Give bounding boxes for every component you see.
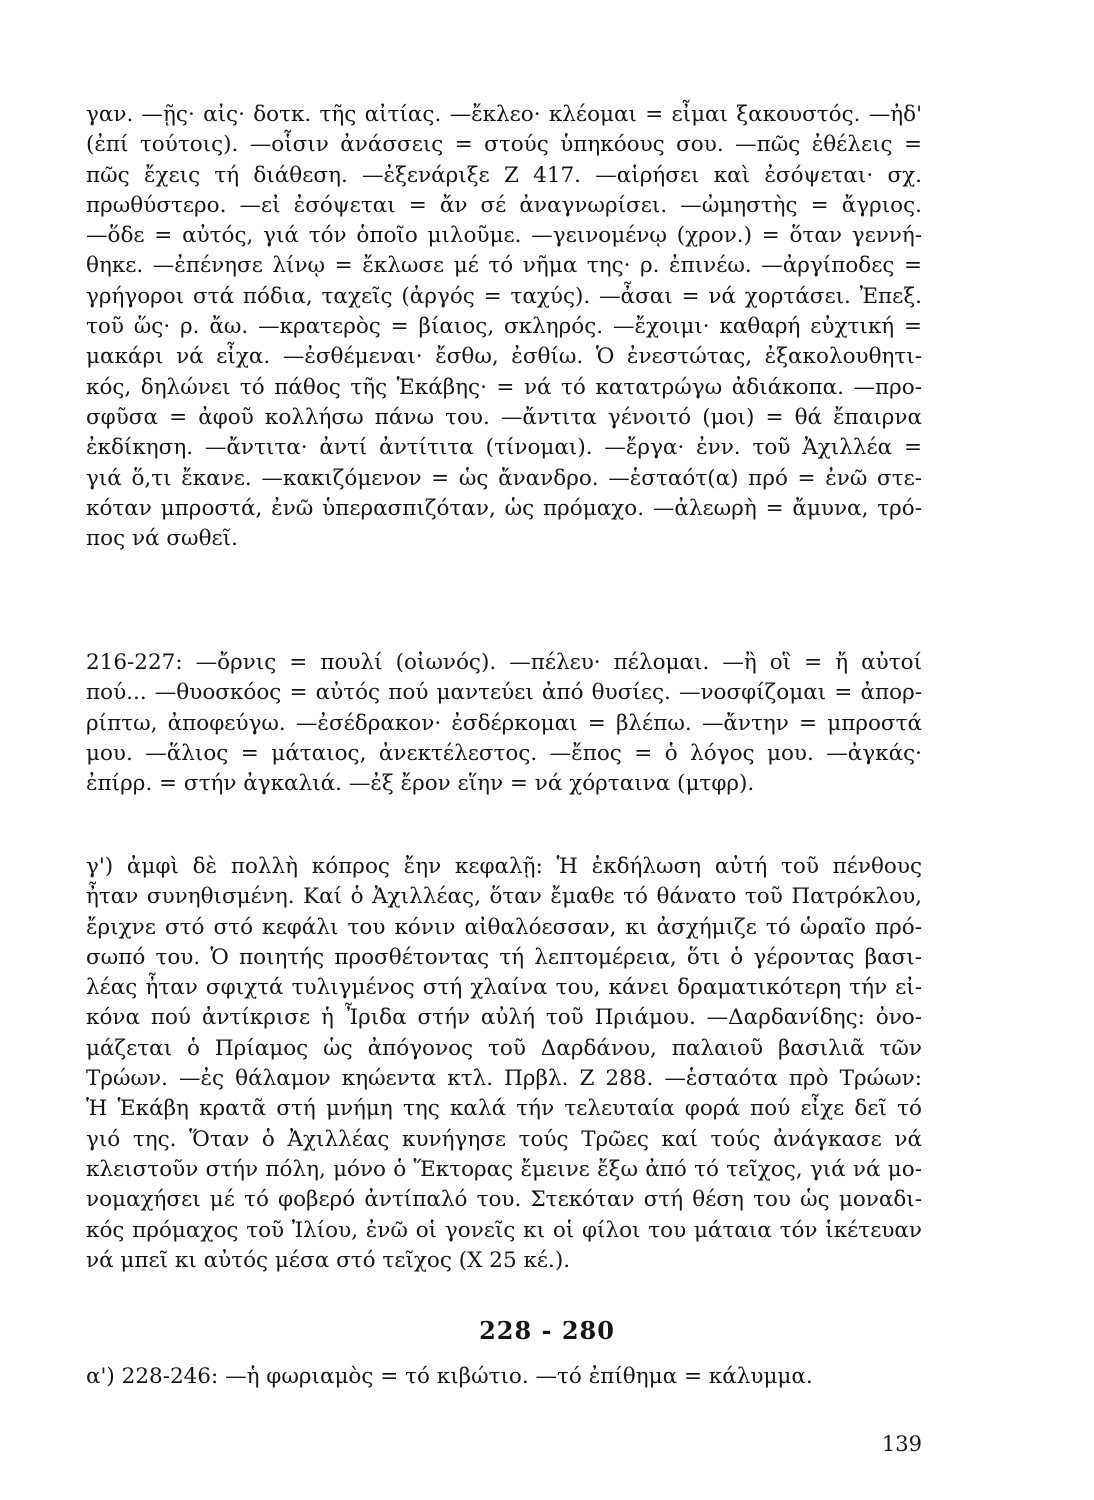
text-line: κός πρόμαχος τοῦ Ἰλίου, ἐνῶ οἱ γονεῖς κι οἱ φίλοι του μάταια τόν ἱκέτευαν bbox=[86, 1217, 922, 1243]
text-line: κόνα πού ἀντίκρισε ἡ Ἶριδα στήν αὐλή τοῦ Πριάμου. —Δαρδανίδης: ὀνο- bbox=[86, 1005, 922, 1031]
page-number: 139 bbox=[881, 1432, 922, 1456]
text-line: Ἡ Ἑκάβη κρατᾶ στή μνήμη της καλά τήν τελευταία φορά πού εἶχε δεῖ τό bbox=[86, 1096, 922, 1122]
text-line: α') 228-246: —ἡ φωριαμὸς = τό κιβώτιο. —τό ἐπίθημα = κάλυμμα. bbox=[86, 1364, 813, 1389]
text-line: θηκε. —ἐπένησε λίνῳ = ἔκλωσε μέ τό νῆμα της· ρ. ἐπινέω. —ἀργίποδες = bbox=[86, 253, 922, 279]
commentary-paragraph-2 bbox=[86, 648, 922, 799]
text-line: γιό της. Ὅταν ὁ Ἀχιλλέας κυνήγησε τούς Τρῶες καί τούς ἀνάγκασε νά bbox=[86, 1126, 922, 1152]
text-line: Τρώων. —ἐς θάλαμον κηώεντα κτλ. Πρβλ. Ζ 288. —ἑσταότα πρὸ Τρώων: bbox=[86, 1066, 922, 1092]
text-line: 216-227: —ὄρνις = πουλί (οἰωνός). —πέλευ· πέλομαι. —ἢ οἳ = ἤ αὐτοί bbox=[86, 650, 922, 675]
text-line: ἐπίρρ. = στήν ἀγκαλιά. —ἐξ ἔρον εἵην = νά χόρταινα (μτφρ). bbox=[86, 771, 755, 797]
commentary-paragraph-1 bbox=[86, 100, 922, 554]
text-line: λέας ἦταν σφιχτά τυλιγμένος στή χλαίνα του, κάνει δραματικότερη τήν εἰ- bbox=[86, 975, 922, 1001]
text-line: νά μπεῖ κι αὐτός μέσα στό τεῖχος (Χ 25 κέ.). bbox=[86, 1247, 571, 1273]
text-line: πού... —θυοσκόος = αὐτός πού μαντεύει ἀπό θυσίες. —νοσφίζομαι = ἀπορ- bbox=[86, 680, 922, 706]
text-line: ρίπτω, ἀποφεύγω. —ἐσέδρακον· ἐσδέρκομαι = βλέπω. —ἄντην = μπροστά bbox=[86, 710, 922, 736]
text-line: κός, δηλώνει τό πάθος τῆς Ἑκάβης· = νά τό κατατρώγω ἀδιάκοπα. —προ- bbox=[86, 374, 922, 400]
text-line: νομαχήσει μέ τό φοβερό ἀντίπαλό του. Στεκόταν στή θέση του ὡς μοναδι- bbox=[86, 1187, 922, 1213]
text-line: σωπό του. Ὁ ποιητής προσθέτοντας τή λεπτομέρεια, ὅτι ὁ γέροντας βασι- bbox=[86, 944, 922, 970]
text-line: μακάρι νά εἶχα. —ἐσθέμεναι· ἔσθω, ἐσθίω. Ὁ ἐνεστώτας, ἐξακολουθητι- bbox=[86, 344, 922, 370]
text-line: πος νά σωθεῖ. bbox=[86, 526, 238, 552]
text-line: —ὅδε = αὐτός, γιά τόν ὁποῖο μιλοῦμε. —γεινομένῳ (χρον.) = ὅταν γεννή- bbox=[86, 223, 922, 249]
closing-paragraph bbox=[86, 1362, 922, 1392]
text-line: κλειστοῦν στήν πόλη, μόνο ὁ Ἕκτορας ἔμεινε ἔξω ἀπό τό τεῖχος, γιά νά μο- bbox=[86, 1156, 922, 1182]
text-line: ἦταν συνηθισμένη. Καί ὁ Ἀχιλλέας, ὅταν ἔμαθε τό θάνατο τοῦ Πατρόκλου, bbox=[86, 884, 922, 910]
text-line: γαν. —ῇς· αἰς· δοτκ. τῆς αἰτίας. —ἔκλεο· κλέομαι = εἶμαι ξακουστός. —ἠδ' bbox=[86, 102, 922, 127]
text-line: (ἐπί τούτοις). —οἷσιν ἀνάσσεις = στούς ὑπηκόους σου. —πῶς ἐθέλεις = bbox=[86, 132, 922, 158]
text-line: μάζεται ὁ Πρίαμος ὡς ἀπόγονος τοῦ Δαρδάνου, παλαιοῦ βασιλιᾶ τῶν bbox=[86, 1035, 922, 1061]
text-line: σφῦσα = ἀφοῦ κολλήσω πάνω του. —ἄντιτα γένοιτό (μοι) = θά ἔπαιρνα bbox=[86, 404, 922, 430]
text-line: γρήγοροι στά πόδια, ταχεῖς (ἀργός = ταχύς). —ἆσαι = νά χορτάσει. Ἐπεξ. bbox=[86, 283, 922, 309]
section-heading: 228 - 280 bbox=[479, 1316, 615, 1345]
text-line: κόταν μπροστά, ἐνῶ ὑπερασπιζόταν, ὡς πρόμαχο. —ἀλεωρὴ = ἄμυνα, τρό- bbox=[86, 495, 922, 521]
text-line: γ') ἀμφὶ δὲ πολλὴ κόπρος ἔην κεφαλῇ: Ἡ ἐκδήλωση αὐτή τοῦ πένθους bbox=[86, 854, 922, 879]
text-line: τοῦ ὥς· ρ. ἄω. —κρατερὸς = βίαιος, σκληρός. —ἔχοιμι· καθαρή εὐχτική = bbox=[86, 314, 922, 340]
text-line: πρωθύστερο. —εἰ ἐσόψεται = ἄν σέ ἀναγνωρίσει. —ὠμηστὴς = ἄγριος. bbox=[86, 192, 922, 218]
commentary-paragraph-3 bbox=[86, 852, 922, 1276]
text-line: ἔριχνε στό στό κεφάλι του κόνιν αἰθαλόεσσαν, κι ἀσχήμιζε τό ὡραῖο πρό- bbox=[86, 914, 922, 940]
text-line: πῶς ἔχεις τή διάθεση. —ἐξενάριξε Ζ 417. —αἱρήσει καὶ ἐσόψεται· σχ. bbox=[86, 162, 922, 188]
text-line: γιά ὅ,τι ἔκανε. —κακιζόμενον = ὡς ἄνανδρο. —ἑσταότ(α) πρό = ἐνῶ στε- bbox=[86, 465, 922, 491]
text-line: μου. —ἅλιος = μάταιος, ἀνεκτέλεστος. —ἔπος = ὁ λόγος μου. —ἀγκάς· bbox=[86, 740, 922, 766]
text-line: ἐκδίκηση. —ἄντιτα· ἀντί ἀντίτιτα (τίνομαι). —ἔργα· ἐνν. τοῦ Ἀχιλλέα = bbox=[86, 435, 922, 461]
